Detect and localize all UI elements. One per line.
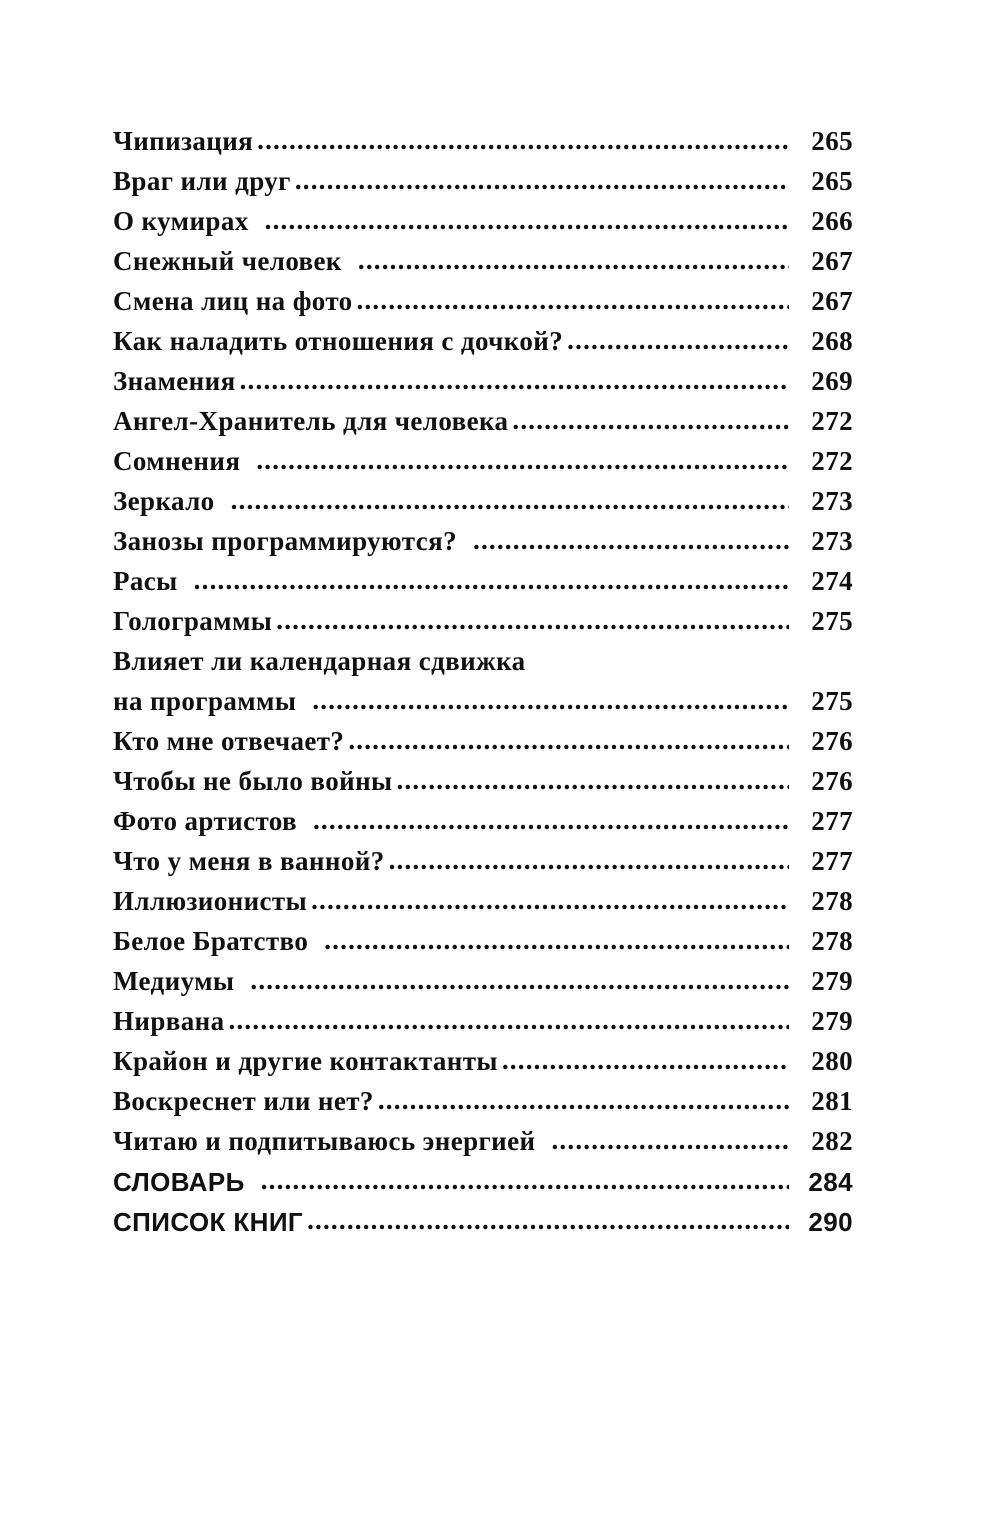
toc-leader-dots <box>311 888 789 915</box>
toc-page-number: 278 <box>811 926 853 956</box>
toc-page-number: 275 <box>811 686 853 716</box>
toc-leader-dots <box>348 728 789 755</box>
toc-entry-title: Читаю и подпитываюсь энергией <box>113 1126 536 1156</box>
toc-entry-title: Сомнения <box>113 446 241 476</box>
toc-leader-dots <box>276 608 789 635</box>
toc-page-number: 279 <box>811 966 853 996</box>
toc-entry[interactable] <box>113 1088 853 1115</box>
toc-entry[interactable] <box>113 488 853 515</box>
toc-page-number: 277 <box>811 846 853 876</box>
toc-leader-dots <box>229 1008 789 1035</box>
toc-leader-dots <box>512 408 789 435</box>
toc-leader-dots <box>567 328 789 355</box>
toc-entry[interactable] <box>113 448 853 475</box>
toc-entry-title: Голограммы <box>113 606 273 636</box>
toc-entry[interactable] <box>113 928 853 955</box>
toc-entry[interactable] <box>113 528 853 555</box>
toc-entry-title: Нирвана <box>113 1006 225 1036</box>
toc-page-number: 279 <box>811 1006 853 1036</box>
toc-leader-dots <box>240 368 789 395</box>
table-of-contents <box>113 128 853 1248</box>
toc-entry-title: Медиумы <box>113 966 235 996</box>
toc-page-number: 278 <box>811 886 853 916</box>
toc-entry-title: Ангел-Хранитель для человека <box>113 406 509 436</box>
toc-entry[interactable] <box>113 568 853 595</box>
toc-entry[interactable] <box>113 1128 853 1155</box>
toc-entry[interactable] <box>113 1208 853 1235</box>
toc-page-number: 265 <box>811 166 853 196</box>
toc-entry[interactable] <box>113 1048 853 1075</box>
toc-entry[interactable] <box>113 1008 853 1035</box>
toc-entry[interactable] <box>113 1168 853 1195</box>
toc-entry[interactable] <box>113 168 853 195</box>
toc-leader-dots <box>378 1088 789 1115</box>
toc-page-number: 282 <box>811 1126 853 1156</box>
toc-leader-dots <box>256 448 789 475</box>
toc-page-number: 265 <box>811 126 853 156</box>
toc-page-number: 290 <box>808 1207 853 1237</box>
toc-leader-dots <box>357 288 789 315</box>
toc-entry-title-line1: Влияет ли календарная сдвижка <box>113 646 526 676</box>
toc-leader-dots <box>551 1128 789 1155</box>
toc-entry[interactable] <box>113 768 853 795</box>
toc-page-number: 281 <box>811 1086 853 1116</box>
toc-entry[interactable] <box>113 208 853 235</box>
toc-entry[interactable] <box>113 288 853 315</box>
toc-entry-title: Кто мне отвечает? <box>113 726 345 756</box>
toc-entry-title: Чтобы не было войны <box>113 766 393 796</box>
toc-entry[interactable] <box>113 888 853 915</box>
toc-page-number: 267 <box>811 286 853 316</box>
toc-entry-title: Что у меня в ванной? <box>113 846 385 876</box>
toc-entry-title: Зеркало <box>113 486 215 516</box>
toc-leader-dots <box>324 928 789 955</box>
toc-entry-title: Расы <box>113 566 178 596</box>
toc-entry-title: Иллюзионисты <box>113 886 308 916</box>
toc-entry[interactable] <box>113 368 853 395</box>
toc-leader-dots <box>231 488 789 515</box>
toc-leader-dots <box>397 768 789 795</box>
toc-page-number: 275 <box>811 606 853 636</box>
toc-page-number: 276 <box>811 726 853 756</box>
toc-entry-title: Враг или друг <box>113 166 291 196</box>
toc-page-number: 280 <box>811 1046 853 1076</box>
toc-page-number: 266 <box>811 206 853 236</box>
toc-entry-title: СПИСОК КНИГ <box>113 1207 304 1237</box>
toc-entry[interactable] <box>113 728 853 755</box>
toc-entry-title: Крайон и другие контактанты <box>113 1046 498 1076</box>
toc-entry-title: Занозы программируются? <box>113 526 457 556</box>
toc-entry-title: Как наладить отношения с дочкой? <box>113 326 564 356</box>
toc-leader-dots <box>473 528 789 555</box>
toc-entry-title: Белое Братство <box>113 926 309 956</box>
toc-page-number: 267 <box>811 246 853 276</box>
toc-page-number: 274 <box>811 566 853 596</box>
toc-leader-dots <box>250 968 789 995</box>
toc-leader-dots <box>307 1208 789 1235</box>
toc-entry[interactable] <box>113 968 853 995</box>
toc-entry[interactable] <box>113 408 853 435</box>
toc-entry-title: О кумирах <box>113 206 249 236</box>
toc-entry-title: СЛОВАРЬ <box>113 1167 245 1197</box>
toc-page-number: 277 <box>811 806 853 836</box>
toc-entry-title: Чипизация <box>113 126 254 156</box>
toc-entry-title: Воскреснет или нет? <box>113 1086 374 1116</box>
toc-entry-title: Знамения <box>113 366 236 396</box>
toc-leader-dots <box>312 688 789 715</box>
toc-page-number: 272 <box>811 446 853 476</box>
toc-entry-title-line2: на программы <box>113 686 297 716</box>
toc-leader-dots <box>295 168 789 195</box>
toc-page-number: 273 <box>811 486 853 516</box>
toc-entry[interactable] <box>113 808 853 835</box>
toc-entry-title: Смена лиц на фото <box>113 286 353 316</box>
toc-page-number: 272 <box>811 406 853 436</box>
toc-entry[interactable] <box>113 648 853 715</box>
toc-page-number: 269 <box>811 366 853 396</box>
toc-leader-dots <box>265 208 789 235</box>
toc-entry[interactable] <box>113 128 853 155</box>
toc-entry-title: Фото артистов <box>113 806 297 836</box>
toc-leader-dots <box>358 248 789 275</box>
toc-leader-dots <box>313 808 789 835</box>
toc-leader-dots <box>257 128 789 155</box>
toc-page-number: 268 <box>811 326 853 356</box>
toc-leader-dots <box>194 568 789 595</box>
toc-entry[interactable] <box>113 248 853 275</box>
toc-page-number: 284 <box>808 1167 853 1197</box>
toc-entry[interactable] <box>113 848 853 875</box>
toc-leader-dots <box>389 848 789 875</box>
toc-page-number: 276 <box>811 766 853 796</box>
toc-entry-title: Снежный человек <box>113 246 342 276</box>
toc-leader-dots <box>261 1168 789 1195</box>
toc-page-number: 273 <box>811 526 853 556</box>
toc-entry[interactable] <box>113 608 853 635</box>
toc-leader-dots <box>502 1048 789 1075</box>
toc-entry[interactable] <box>113 328 853 355</box>
